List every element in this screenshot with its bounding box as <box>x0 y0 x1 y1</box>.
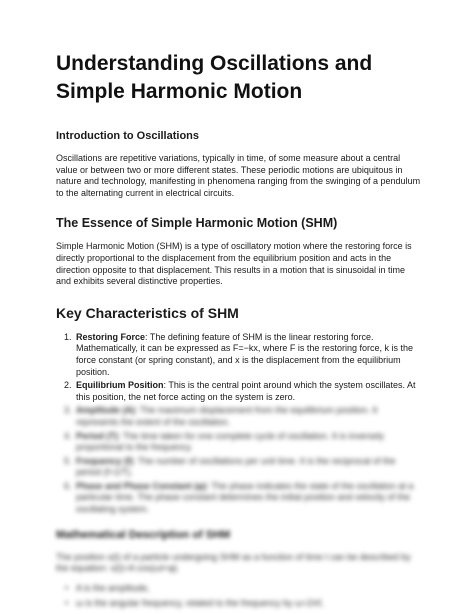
math-heading: Mathematical Description of SHM <box>56 528 231 541</box>
list-number: 6. <box>64 480 72 491</box>
key-characteristics-list <box>56 332 422 516</box>
list-text: : The phase indicates the state of the oscillation at a particular time. The phase constant determines the initial position and velocity of the oscillating system. <box>76 480 414 515</box>
document-content <box>56 50 422 614</box>
essence-heading: The Essence of Simple Harmonic Motion (SHM) <box>56 216 338 231</box>
list-number: 1. <box>64 331 72 342</box>
list-term: Equilibrium Position <box>76 380 164 391</box>
list-number: 2. <box>64 380 72 391</box>
key-characteristics-heading: Key Characteristics of SHM <box>56 304 239 321</box>
list-item <box>56 456 422 479</box>
list-item <box>56 380 422 403</box>
list-item: • ω is the angular frequency, related to the frequency by ω=2πf, <box>56 598 422 610</box>
list-text: : The time taken for one complete cycle of oscillation. It is inversely proportional to the frequency. <box>76 430 384 453</box>
list-term: Phase and Phase Constant (φ) <box>76 480 207 491</box>
list-item <box>56 405 422 428</box>
intro-heading: Introduction to Oscillations <box>56 130 199 142</box>
math-paragraph: The position x(t) of a particle undergoing SHM as a function of time t can be described by the equation: x(t)=A cos(ωt+φ) <box>56 551 411 574</box>
list-item <box>56 481 422 516</box>
list-term: Period (T) <box>76 430 118 441</box>
list-term: Restoring Force <box>76 331 146 342</box>
list-term: Frequency (f) <box>76 455 134 466</box>
list-text: : The defining feature of SHM is the linear restoring force. Mathematically, it can be expressed as F=−kx, where F is the restoring force, k is the force constant (or spring constant), and x is the displacement from the equilibrium position. <box>76 331 413 377</box>
list-item <box>56 431 422 454</box>
list-number: 3. <box>64 405 72 416</box>
list-item <box>56 332 422 378</box>
list-term: Amplitude (A) <box>76 405 135 416</box>
list-number: 4. <box>64 430 72 441</box>
essence-paragraph: Simple Harmonic Motion (SHM) is a type of oscillatory motion where the restoring force is directly proportional to the displacement from the equilibrium position and acts in the direction opposite to that displacement. This results in a motion that is sinusoidal in time and exhibits several distinctive properties. <box>56 241 412 287</box>
math-bullet-list <box>56 583 422 610</box>
document-title: Understanding Oscillations and Simple Harmonic Motion <box>56 52 373 103</box>
list-text: : This is the central point around which the system oscillates. At this position, the net force acting on the system is zero. <box>76 380 416 402</box>
list-number: 5. <box>64 455 72 466</box>
intro-paragraph: Oscillations are repetitive variations, typically in time, of some measure about a central value or between two or more different states. These periodic motions are ubiquitous in nature and technology, manifesting in phenomena ranging from the swinging of a pendulum to the alternating current in electrical circuits. <box>56 153 421 198</box>
list-text: : The maximum displacement from the equilibrium position. It represents the extent of the oscillation. <box>76 405 378 427</box>
list-text: : The number of oscillations per unit time. It is the reciprocal of the period (f=1/T). <box>76 455 396 478</box>
list-item: • A is the amplitude, <box>56 583 422 595</box>
